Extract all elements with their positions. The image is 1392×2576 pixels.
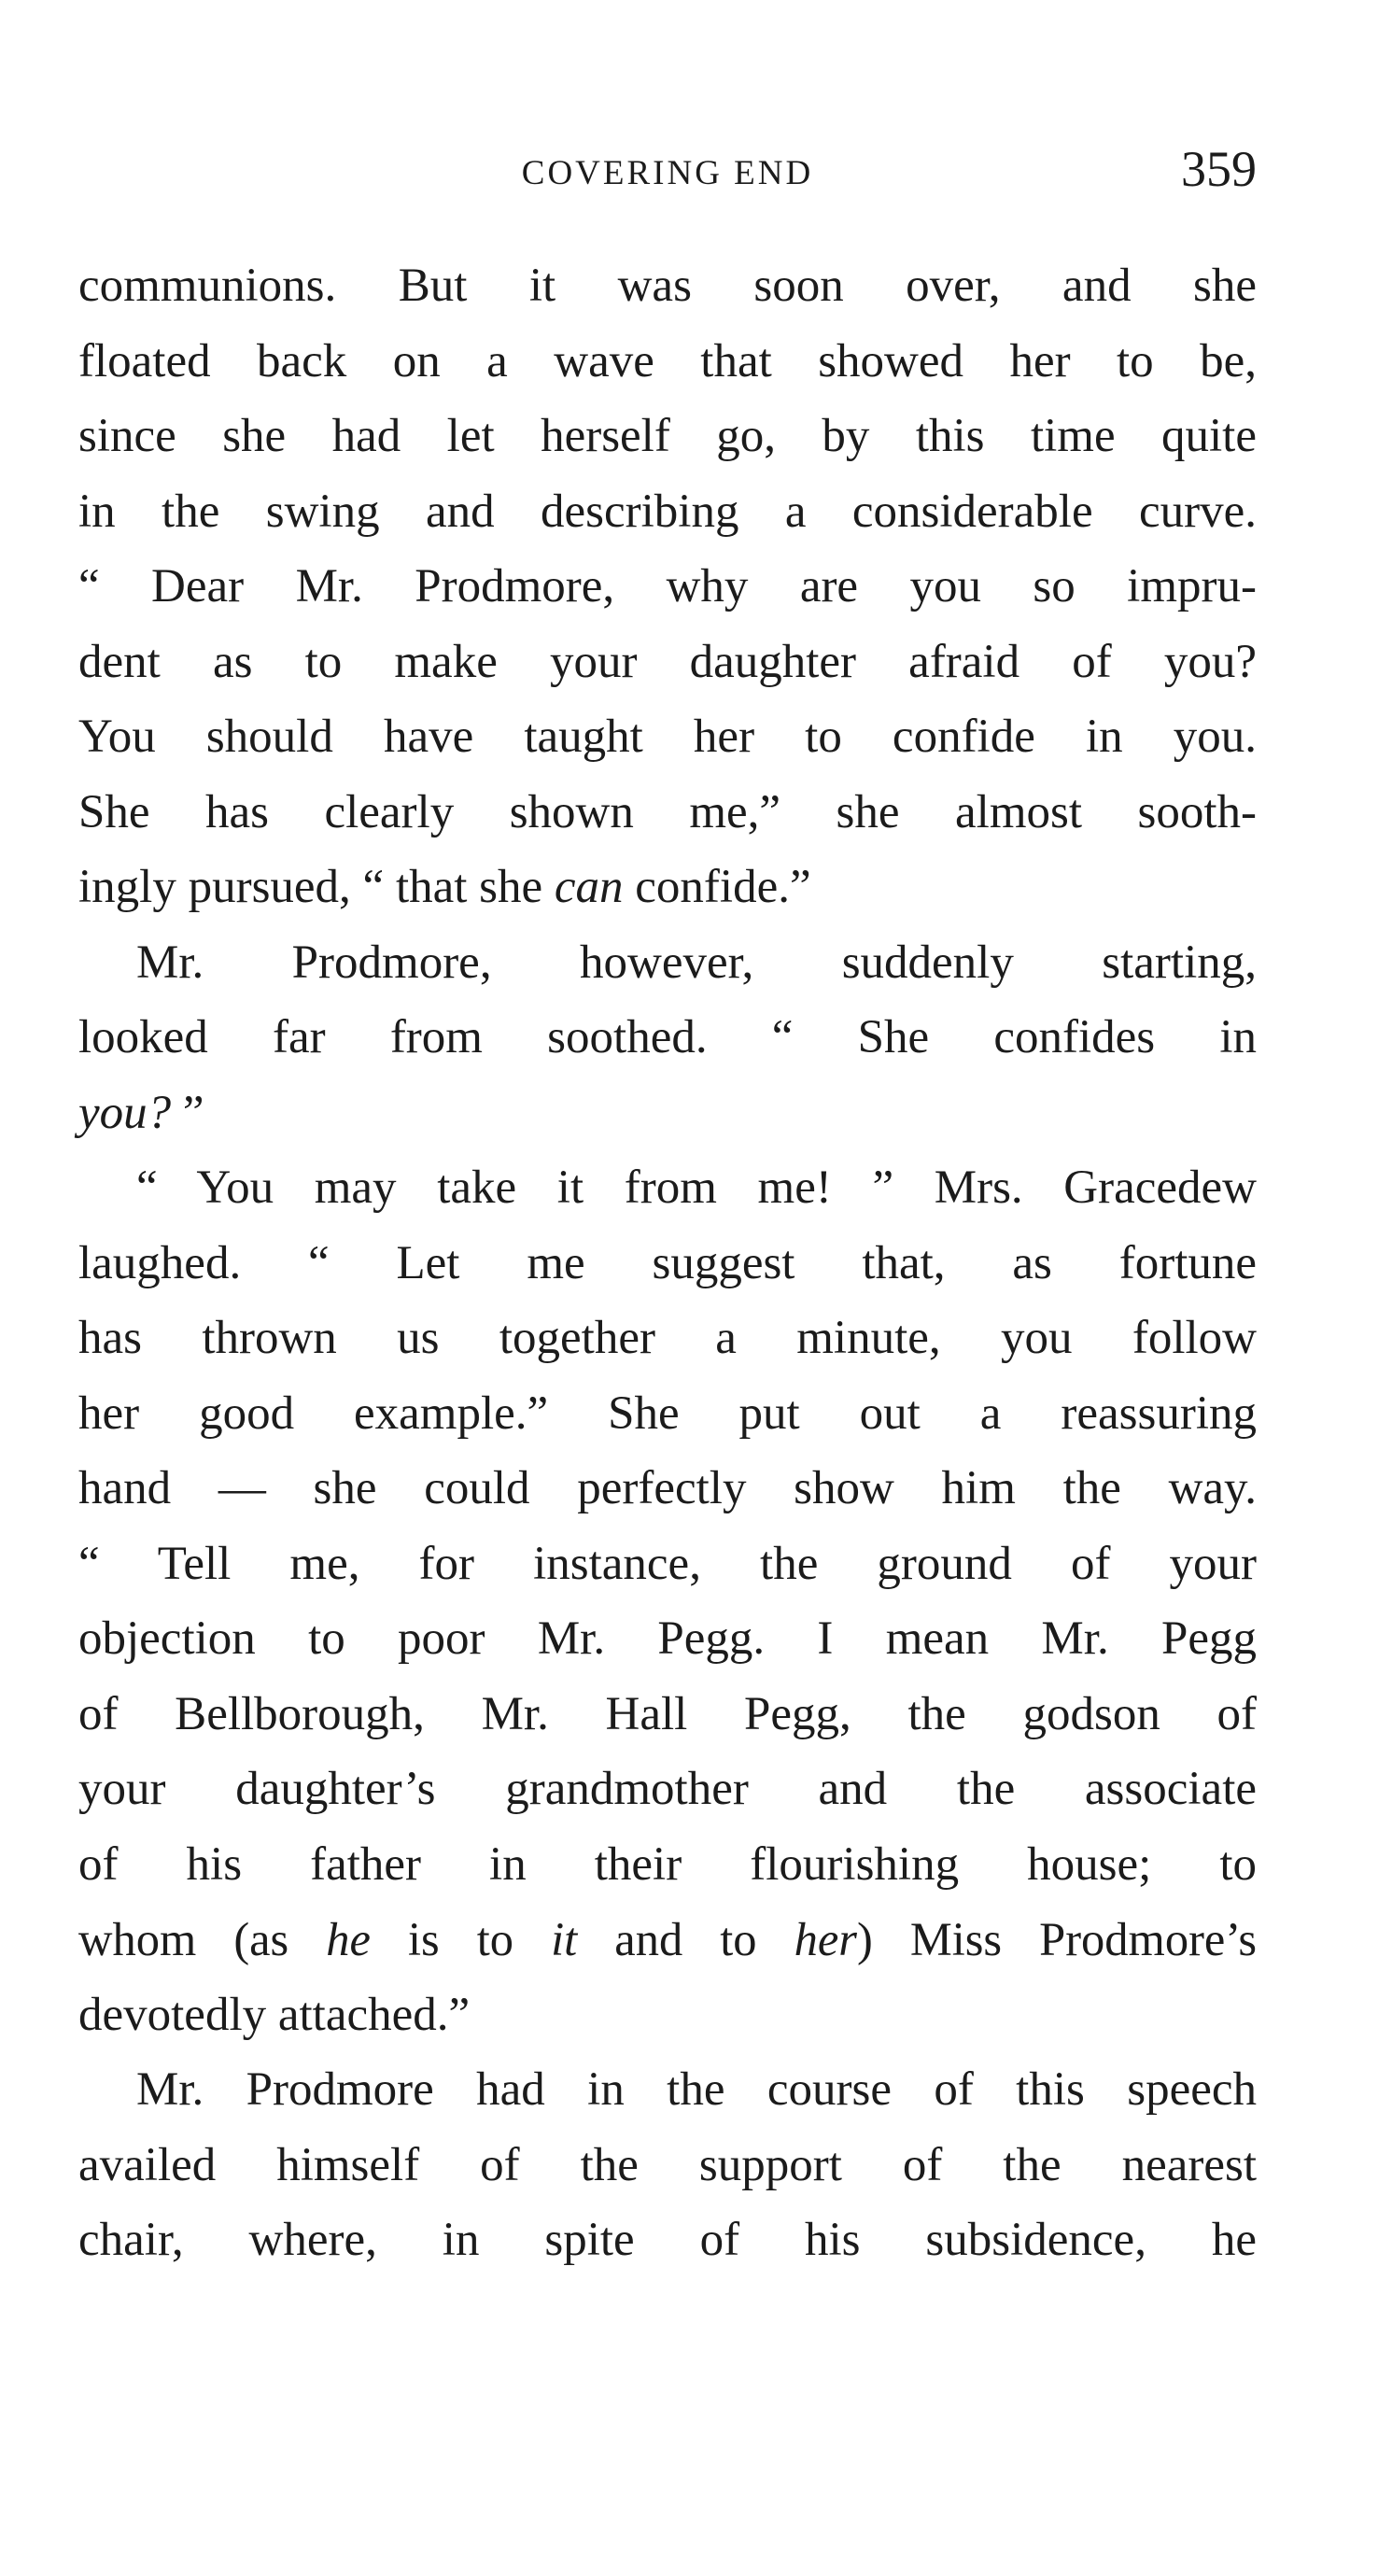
- italic-text: you?: [78, 1086, 172, 1139]
- running-head: [78, 140, 1257, 205]
- text-line: since she had let herself go, by this time quite: [78, 410, 1257, 462]
- text-line: chair, where, in spite of his subsidence, he: [78, 2214, 1257, 2266]
- text-line: objection to poor Mr. Pegg. I mean Mr. Pegg: [78, 1612, 1257, 1665]
- body-text: [78, 248, 1257, 2278]
- text-line: dent as to make your daughter afraid of you?: [78, 635, 1257, 688]
- text-run: whom (as: [78, 1913, 327, 1965]
- italic-text: he: [326, 1913, 371, 1965]
- text-line: has thrown us together a minute, you follow: [78, 1312, 1257, 1364]
- text-run: confide.”: [623, 861, 811, 913]
- text-run: ”: [171, 1086, 204, 1139]
- italic-text: can: [554, 861, 624, 913]
- text-line: Mr. Prodmore had in the course of this speech: [136, 2063, 1257, 2116]
- text-run: is to: [370, 1913, 552, 1965]
- running-title: COVERING END: [521, 154, 814, 192]
- text-line: devotedly attached.”: [78, 1988, 471, 2041]
- text-run: and to: [577, 1913, 794, 1965]
- text-line: “ You may take it from me! ” Mrs. Gracedew: [136, 1161, 1257, 1214]
- text-line: of his father in their flourishing house; to: [78, 1837, 1257, 1891]
- text-line: [78, 1076, 1257, 1151]
- text-run: ) Miss Prodmore’s: [856, 1913, 1257, 1965]
- text-line: [78, 1902, 1257, 1978]
- text-line: She has clearly shown me,” she almost sooth-: [78, 785, 1257, 838]
- page-number: 359: [1181, 141, 1257, 197]
- text-line: communions. But it was soon over, and she: [78, 260, 1257, 312]
- text-line: your daughter’s grandmother and the associate: [78, 1763, 1257, 1815]
- text-line: floated back on a wave that showed her to be,: [78, 334, 1257, 387]
- text-line: looked far from soothed. “ She confides in: [78, 1011, 1257, 1063]
- text-line: her good example.” She put out a reassuring: [78, 1387, 1257, 1440]
- text-line: hand — she could perfectly show him the way.: [78, 1462, 1257, 1514]
- text-line: “ Dear Mr. Prodmore, why are you so impru-: [78, 560, 1257, 612]
- italic-text: her: [794, 1913, 857, 1965]
- text-line: laughed. “ Let me suggest that, as fortune: [78, 1236, 1257, 1289]
- text-line: availed himself of the support of the nearest: [78, 2138, 1257, 2191]
- text-line: of Bellborough, Mr. Hall Pegg, the godson of: [78, 1687, 1257, 1740]
- text-run: ingly pursued, “ that she: [78, 861, 555, 913]
- text-line: [78, 850, 1257, 925]
- text-line: “ Tell me, for instance, the ground of your: [78, 1537, 1257, 1590]
- text-line: You should have taught her to confide in you.: [78, 711, 1257, 763]
- text-line: Mr. Prodmore, however, suddenly starting,: [136, 936, 1257, 989]
- italic-text: it: [551, 1913, 578, 1965]
- text-line: in the swing and describing a considerable curve.: [78, 485, 1257, 538]
